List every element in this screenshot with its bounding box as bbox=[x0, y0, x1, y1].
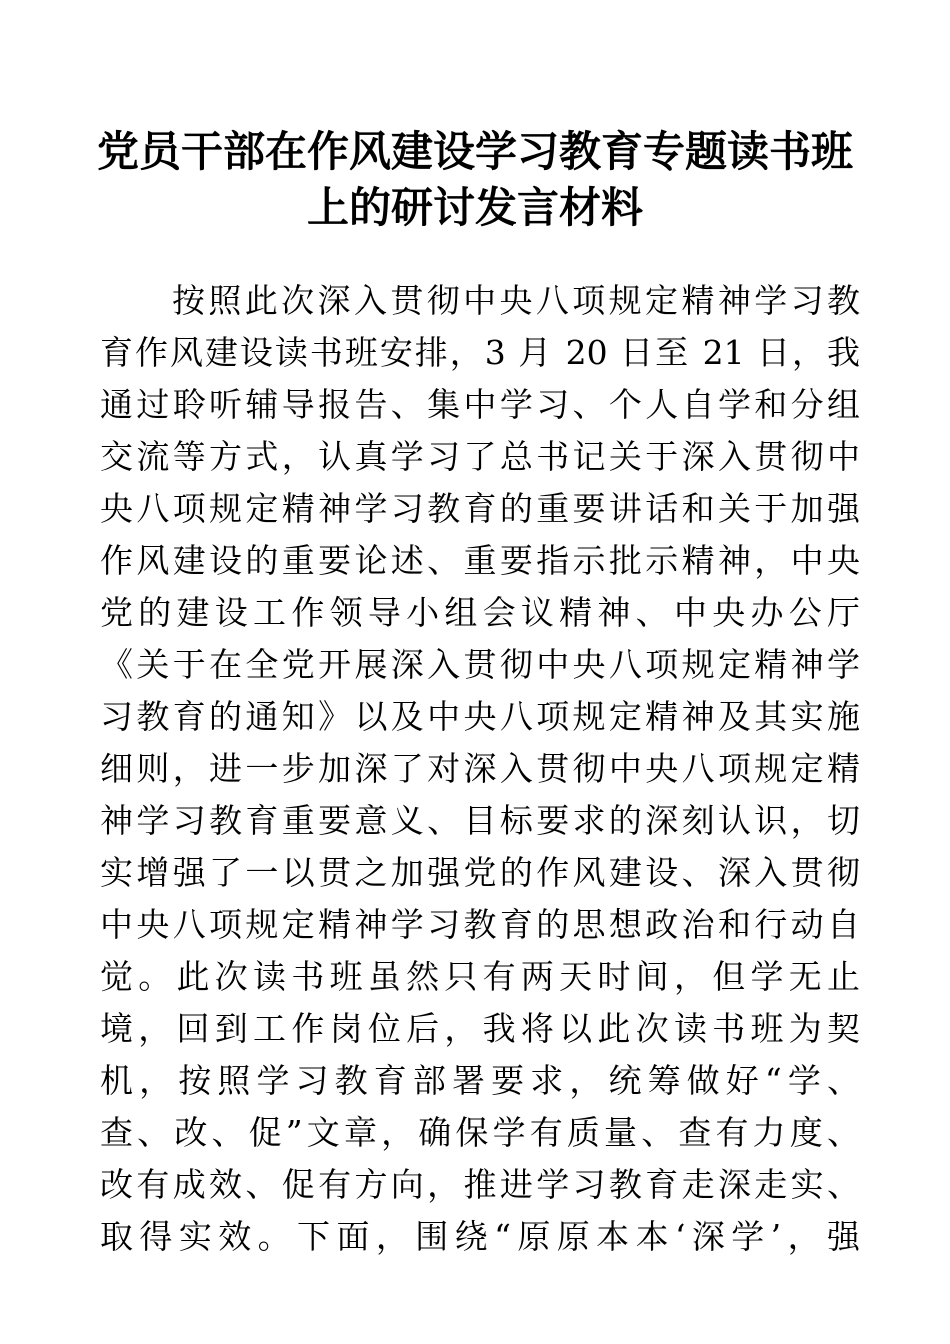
body-line: 改有成效、促有方向，推进学习教育走深走实、 bbox=[100, 1165, 860, 1204]
body-line: 通过聆听辅导报告、集中学习、个人自学和分组 bbox=[100, 385, 860, 424]
body-line: 觉。此次读书班虽然只有两天时间，但学无止 bbox=[100, 957, 860, 996]
body-line: 育作风建设读书班安排，3 月 20 日至 21 日，我 bbox=[100, 333, 860, 372]
body-line: 作风建设的重要论述、重要指示批示精神，中央 bbox=[100, 541, 860, 580]
body-line: 习教育的通知》以及中央八项规定精神及其实施 bbox=[100, 697, 860, 736]
title-line-1: 党员干部在作风建设学习教育专题读书班 bbox=[96, 127, 853, 176]
document-body bbox=[100, 275, 860, 1263]
body-line: 取得实效。下面，围绕“原原本本‘深学’，强 bbox=[100, 1217, 860, 1256]
body-line: 查、改、促”文章，确保学有质量、查有力度、 bbox=[100, 1113, 860, 1152]
body-line: 交流等方式，认真学习了总书记关于深入贯彻中 bbox=[100, 437, 860, 476]
body-line: 神学习教育重要意义、目标要求的深刻认识，切 bbox=[100, 801, 860, 840]
document-title bbox=[90, 124, 860, 236]
body-line: 《关于在全党开展深入贯彻中央八项规定精神学 bbox=[100, 645, 860, 684]
body-line: 中央八项规定精神学习教育的思想政治和行动自 bbox=[100, 905, 860, 944]
body-line: 实增强了一以贯之加强党的作风建设、深入贯彻 bbox=[100, 853, 860, 892]
body-line: 央八项规定精神学习教育的重要讲话和关于加强 bbox=[100, 489, 860, 528]
title-line-2: 上的研讨发言材料 bbox=[306, 183, 643, 232]
body-line: 党的建设工作领导小组会议精神、中央办公厅 bbox=[100, 593, 860, 632]
body-line: 按照此次深入贯彻中央八项规定精神学习教 bbox=[172, 281, 860, 320]
body-line: 境，回到工作岗位后，我将以此次读书班为契 bbox=[100, 1009, 860, 1048]
body-line: 细则，进一步加深了对深入贯彻中央八项规定精 bbox=[100, 749, 860, 788]
body-line: 机，按照学习教育部署要求，统筹做好“学、 bbox=[100, 1061, 860, 1100]
